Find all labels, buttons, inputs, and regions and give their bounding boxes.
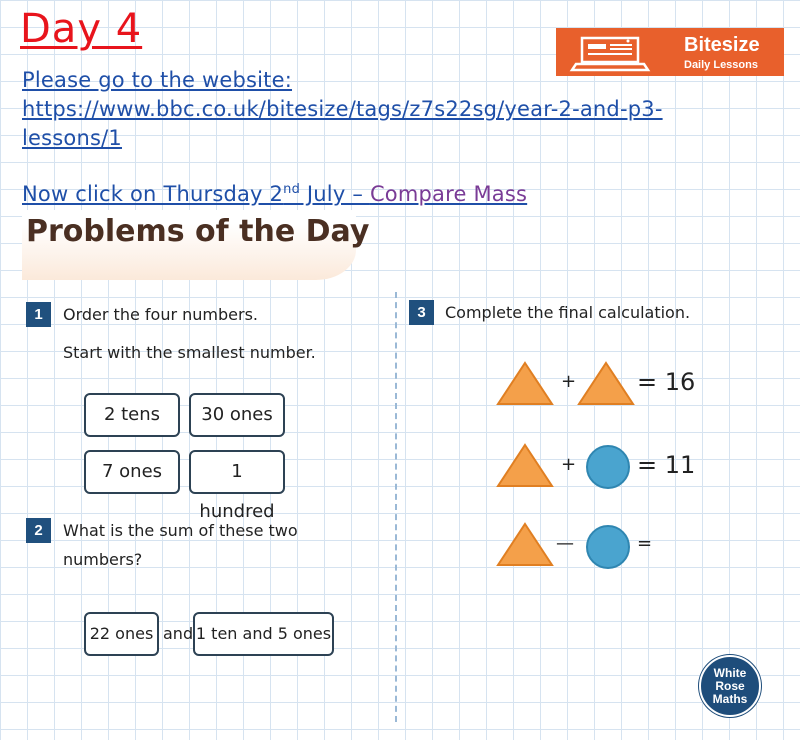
website-instruction[interactable] (22, 66, 782, 153)
q1-box-7-ones: 7 ones (84, 450, 180, 494)
q2-number-badge: 2 (26, 518, 51, 543)
q3-row3-result: = (637, 533, 653, 554)
laptop-icon (556, 28, 666, 76)
q3-row1-result: = 16 (637, 368, 696, 396)
white-rose-maths-logo (699, 655, 761, 717)
q1-box-2-tens: 2 tens (84, 393, 180, 437)
q3-row2-op: + (561, 454, 577, 475)
triangle-shape (576, 360, 636, 408)
day-title: Day 4 (20, 6, 143, 52)
badge-line-2: Rose (715, 679, 745, 693)
website-url[interactable]: https://www.bbc.co.uk/bitesize/tags/z7s22sg/year-2-and-p3- (22, 97, 663, 121)
q3-number-badge: 3 (409, 300, 434, 325)
instruction-line-1: Please go to the website: (22, 68, 293, 92)
website-url-cont[interactable]: lessons/1 (22, 126, 122, 150)
section-title: Problems of the Day (26, 214, 370, 249)
q1-prompt-2: Start with the smallest number. (63, 343, 316, 362)
thursday-mid: July – (300, 182, 370, 206)
thursday-prefix: Now click on Thursday 2 (22, 182, 284, 206)
q2-prompt: What is the sum of these two (63, 521, 298, 540)
q3-row3-op: — (556, 533, 574, 554)
q2-box-1-ten-5-ones: 1 ten and 5 ones (193, 612, 334, 656)
lesson-link[interactable]: Compare Mass (369, 182, 528, 206)
column-divider (395, 292, 397, 722)
lesson-instruction[interactable] (22, 182, 527, 206)
q2-box-22-ones: 22 ones (84, 612, 159, 656)
circle-shape (584, 523, 632, 571)
triangle-shape (495, 521, 555, 569)
triangle-shape (495, 360, 555, 408)
q3-prompt: Complete the final calculation. (445, 303, 691, 322)
bitesize-logo (556, 28, 784, 76)
triangle-shape (495, 442, 555, 490)
q3-row1-op: + (561, 371, 577, 392)
q1-number-badge: 1 (26, 302, 51, 327)
logo-title: Bitesize (684, 34, 760, 56)
badge-line-3: Maths (712, 692, 748, 706)
logo-subtitle: Daily Lessons (684, 59, 758, 71)
q2-joiner: and (163, 624, 194, 643)
q1-box-1-hundred: 1 hundred (189, 450, 285, 494)
q1-prompt: Order the four numbers. (63, 305, 258, 324)
q2-prompt-2: numbers? (63, 550, 143, 569)
thursday-sup: nd (283, 182, 301, 197)
badge-line-1: White (713, 666, 747, 680)
q3-row2-result: = 11 (637, 451, 696, 479)
circle-shape (584, 443, 632, 491)
q1-box-30-ones: 30 ones (189, 393, 285, 437)
